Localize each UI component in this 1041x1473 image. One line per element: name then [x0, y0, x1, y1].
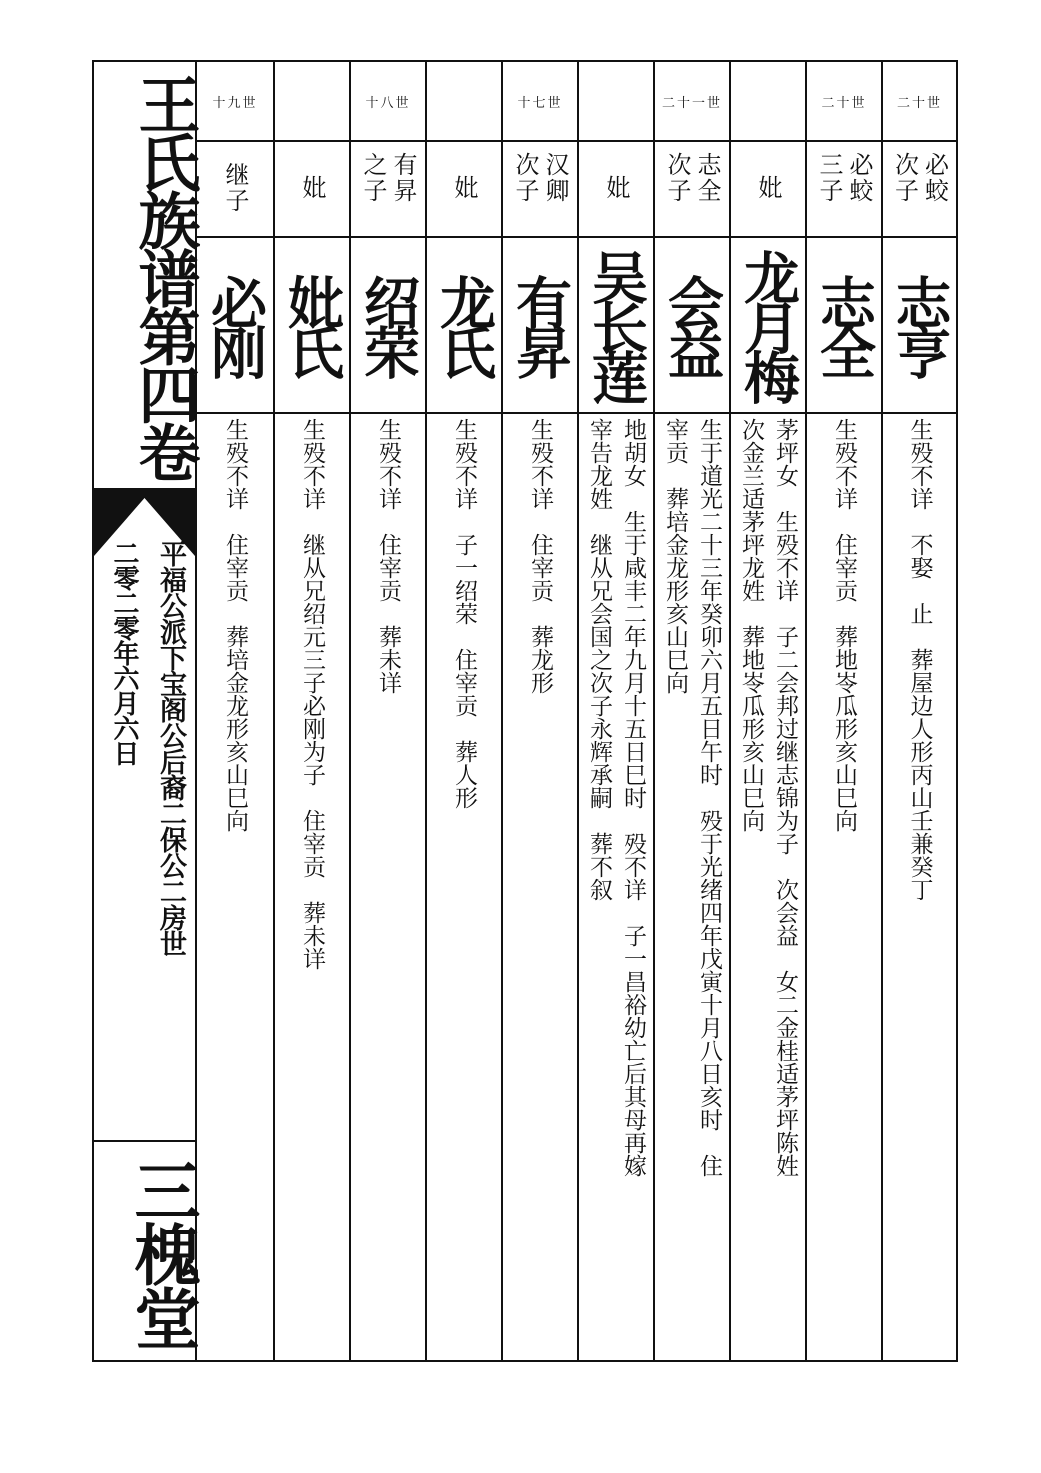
spine-divider [94, 1140, 195, 1142]
relation-label: 妣 [602, 175, 630, 201]
generation-label: 二十世 [883, 62, 956, 142]
entry-column [653, 62, 729, 1360]
biography-cell [427, 418, 501, 1352]
entry-grid [197, 62, 956, 1360]
biography-text: 生于道光二十三年癸卯六月五日午时 殁于光绪四年戊寅十月八日亥时 住 宰贡 葬培金龙形亥山巳向 [662, 418, 722, 1177]
biography-text: 生殁不详 住宰贡 葬地岺瓜形亥山巳向 [831, 418, 857, 832]
name-cell [655, 236, 729, 414]
name-cell [807, 236, 881, 414]
biography-cell [275, 418, 349, 1352]
biography-text: 生殁不详 子一绍荣 住宰贡 葬人形 [451, 418, 477, 809]
entry-column [273, 62, 349, 1360]
relation-label: 必蛟次子 [890, 152, 949, 204]
relation-cell [807, 140, 881, 238]
relation-cell [579, 140, 653, 238]
biography-text: 生殁不详 住宰贡 葬未详 [375, 418, 401, 694]
name-cell [197, 236, 273, 414]
name-cell [731, 236, 805, 414]
biography-cell [351, 418, 425, 1352]
hall-name: 三槐堂 [123, 1157, 201, 1349]
relation-cell [655, 140, 729, 238]
person-name: 志亨 [886, 274, 953, 374]
biography-cell [579, 418, 653, 1352]
entry-column [425, 62, 501, 1360]
relation-cell [275, 140, 349, 238]
relation-label: 汉卿次子 [511, 152, 569, 204]
book-title: 王氏族谱第四卷 [128, 73, 201, 479]
biography-text: 生殁不详 继从兄绍元三子必刚为子 住宰贡 葬未详 [299, 418, 325, 970]
biography-text: 茅坪女 生殁不详 子二会邦过继志锦为子 次会益 女二金桂适茅坪陈姓 次金兰适茅坪龙姓 葬地岺瓜形亥山巳向 [738, 418, 798, 1177]
relation-label: 继子 [221, 162, 249, 214]
name-cell [351, 236, 425, 414]
biography-cell [807, 418, 881, 1352]
lineage-line: 平福公派下宝阁公后裔二保公二房世 [155, 540, 186, 956]
relation-label: 妣 [298, 175, 326, 201]
person-name: 绍荣 [355, 274, 421, 374]
generation-label: 十九世 [197, 62, 273, 142]
person-name: 有昇 [507, 274, 573, 374]
generation-label [731, 62, 805, 142]
entry-column [501, 62, 577, 1360]
relation-cell [351, 140, 425, 238]
relation-cell [427, 140, 501, 238]
biography-text: 生殁不详 住宰贡 葬龙形 [527, 418, 553, 694]
person-name: 会益 [659, 274, 725, 374]
name-cell [503, 236, 577, 414]
generation-label: 二十世 [807, 62, 881, 142]
entry-column [349, 62, 425, 1360]
person-name: 妣氏 [279, 274, 345, 374]
entry-column [197, 62, 273, 1360]
relation-label: 妣 [450, 175, 478, 201]
entry-column [729, 62, 805, 1360]
relation-label: 必蛟三子 [815, 152, 873, 204]
compile-date: 二零二零年六月六日 [109, 540, 139, 765]
relation-label: 志全次子 [663, 152, 721, 204]
generation-label [427, 62, 501, 142]
relation-cell [883, 140, 956, 238]
entry-column [577, 62, 653, 1360]
generation-label: 十八世 [351, 62, 425, 142]
person-name: 龙月梅 [735, 249, 801, 399]
relation-cell [731, 140, 805, 238]
person-name: 龙氏 [431, 274, 497, 374]
name-cell [427, 236, 501, 414]
person-name: 吴长莲 [583, 249, 649, 399]
biography-cell [655, 418, 729, 1352]
relation-cell [197, 140, 273, 238]
name-cell [579, 236, 653, 414]
biography-text: 地胡女 生于咸丰二年九月十五日巳时 殁不详 子一昌裕幼亡后其母再嫁 宰告龙姓 继从兄会国之次子永辉承嗣 葬不叙 [586, 418, 646, 1177]
biography-cell [197, 418, 273, 1352]
relation-label: 妣 [754, 175, 782, 201]
genealogy-page [92, 60, 958, 1362]
entry-column [881, 62, 956, 1360]
entry-column [805, 62, 881, 1360]
biography-text: 生殁不详 住宰贡 葬培金龙形亥山巳向 [222, 418, 248, 832]
biography-text: 生殁不详 不娶 止 葬屋边人形丙山壬兼癸丁 [906, 418, 933, 901]
relation-cell [503, 140, 577, 238]
biography-cell [731, 418, 805, 1352]
generation-label [579, 62, 653, 142]
name-cell [275, 236, 349, 414]
relation-label: 有昇之子 [359, 152, 417, 204]
biography-cell [503, 418, 577, 1352]
person-name: 志全 [811, 274, 877, 374]
name-cell [883, 236, 956, 414]
book-spine [94, 62, 201, 1360]
generation-label: 二十一世 [655, 62, 729, 142]
biography-cell [883, 418, 956, 1352]
person-name: 必刚 [202, 274, 268, 374]
generation-label: 十七世 [503, 62, 577, 142]
generation-label [275, 62, 349, 142]
